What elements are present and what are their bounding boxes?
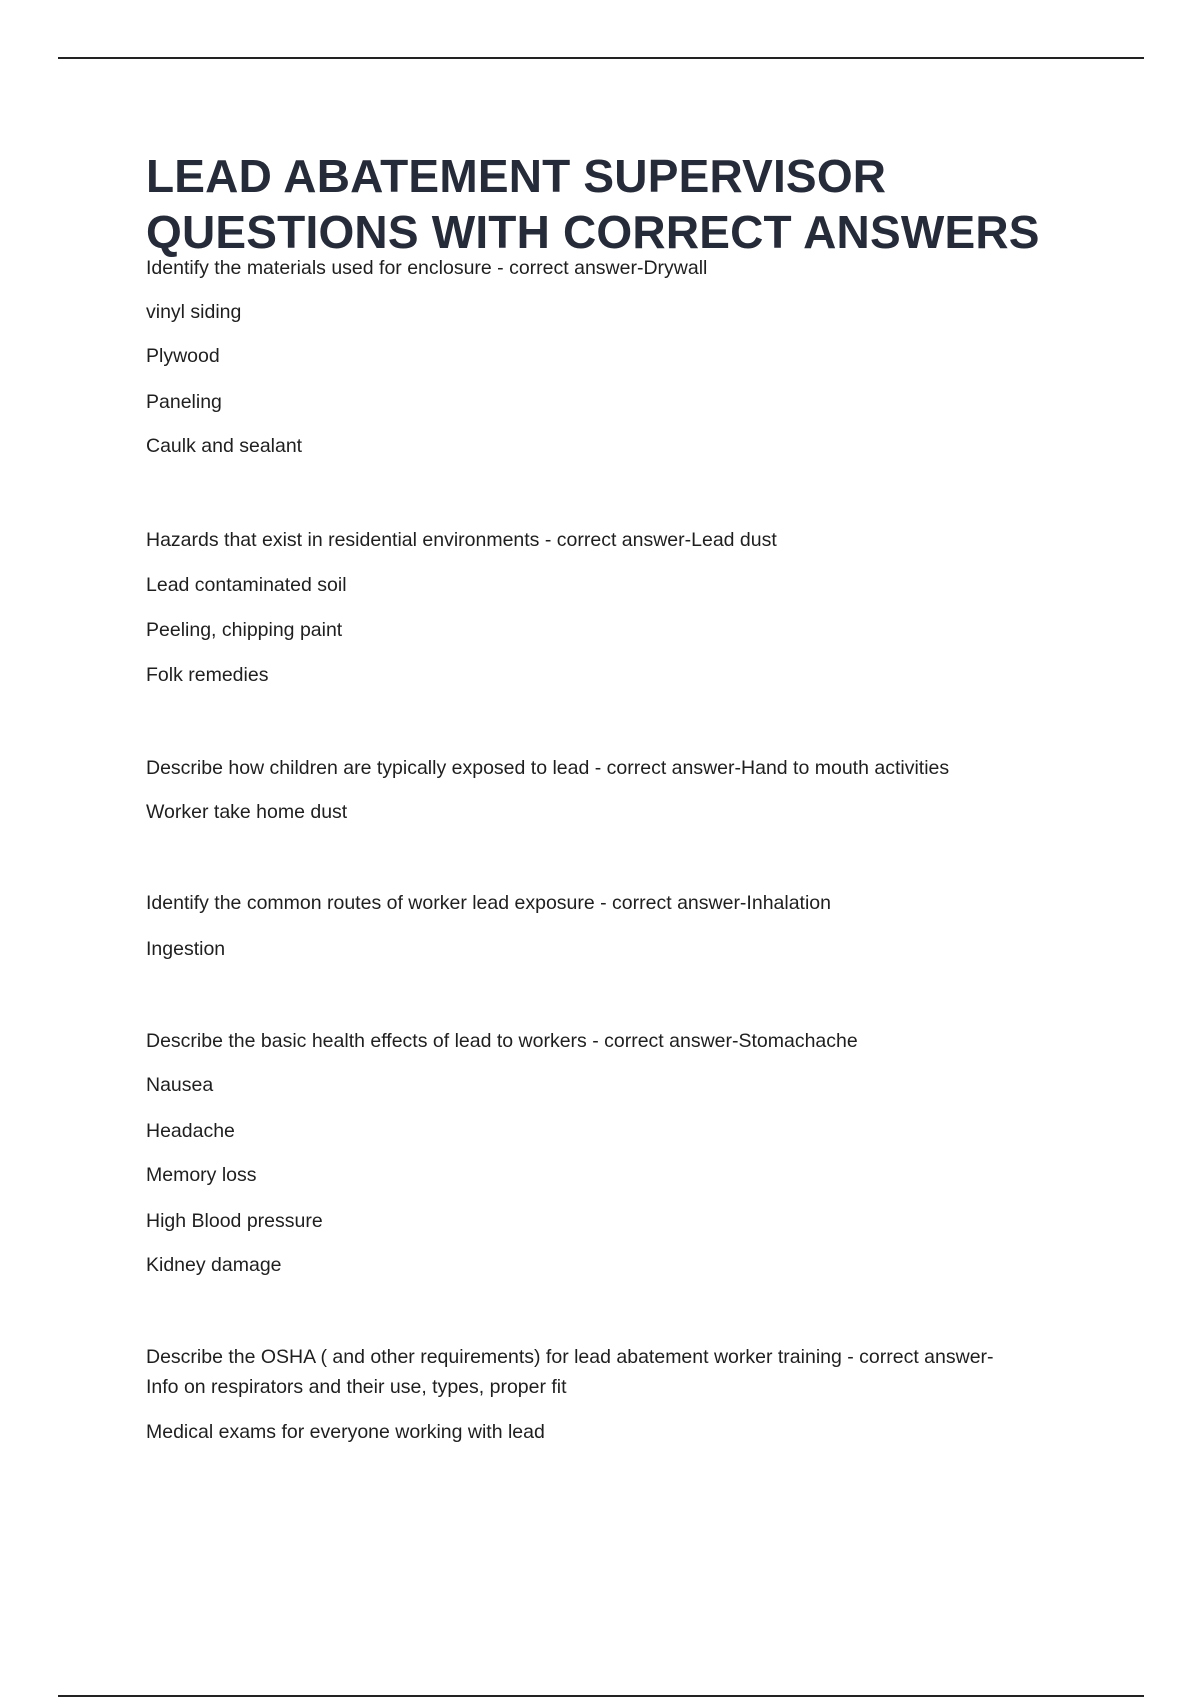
answer-line: vinyl siding [146,301,242,323]
title-line-1: LEAD ABATEMENT SUPERVISOR [146,150,887,202]
question-text: Hazards that exist in residential environments - correct answer-Lead dust [146,529,777,551]
answer-line: Kidney damage [146,1254,282,1276]
answer-line: Nausea [146,1074,214,1096]
top-divider [58,57,1144,59]
answer-line: Peeling, chipping paint [146,619,343,641]
document-title [146,148,1106,260]
answer-line: Ingestion [146,938,226,960]
answer-line: Caulk and sealant [146,435,303,457]
question-text: Describe the basic health effects of lead to workers - correct answer-Stomachache [146,1030,858,1052]
answer-line: Plywood [146,345,220,367]
bottom-divider [58,1695,1144,1697]
answer-line: Folk remedies [146,664,269,686]
question-text: Identify the common routes of worker lead exposure - correct answer-Inhalation [146,892,831,914]
title-line-2: QUESTIONS WITH CORRECT ANSWERS [146,206,1040,258]
answer-line: High Blood pressure [146,1210,323,1232]
question-text: Describe how children are typically exposed to lead - correct answer-Hand to mouth activities [146,757,950,779]
document-body [146,148,1106,1443]
question-text: Identify the materials used for enclosure - correct answer-Drywall [146,257,708,279]
question-text-line-2: Info on respirators and their use, types, proper fit [146,1376,567,1398]
question-text-line-1: Describe the OSHA ( and other requirements) for lead abatement worker training - correct answer- [146,1346,994,1368]
answer-line: Memory loss [146,1164,257,1186]
answer-line: Lead contaminated soil [146,574,347,596]
answer-line: Medical exams for everyone working with lead [146,1421,545,1443]
answer-line: Headache [146,1120,235,1142]
answer-line: Worker take home dust [146,801,348,823]
answer-line: Paneling [146,391,222,413]
